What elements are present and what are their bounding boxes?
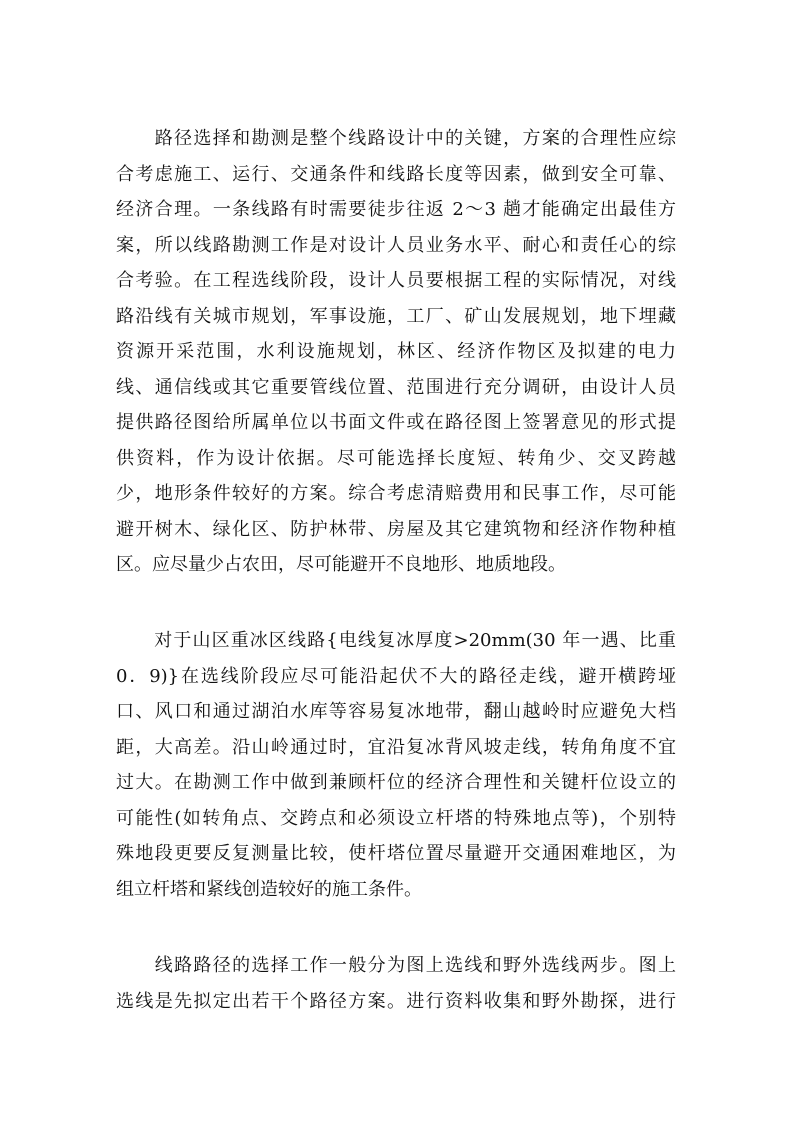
paragraph-line: 合考虑施工、运行、交通条件和线路长度等因素，做到安全可靠、	[116, 163, 676, 185]
paragraph-heavy-ice-area	[116, 623, 676, 907]
paragraph-line: 选线是先拟定出若干个路径方案。进行资料收集和野外勘探，进行	[116, 990, 676, 1012]
paragraph-line: 区。应尽量少占农田，尽可能避开不良地形、地质地段。	[116, 554, 566, 575]
paragraph-line: 合考验。在工程选线阶段，设计人员要根据工程的实际情况，对线	[116, 270, 676, 291]
paragraph-line: 对于山区重冰区线路{电线复冰厚度>20mm(30 年一遇、比重	[116, 630, 676, 651]
paragraph-route-selection	[116, 121, 676, 583]
paragraph-line: 提供路径图给所属单位以书面文件或在路径图上签署意见的形式提	[116, 412, 676, 433]
paragraph-line: 资源开采范围，水利设施规划，林区、经济作物区及拟建的电力	[116, 341, 676, 362]
paragraph-line: 过大。在勘测工作中做到兼顾杆位的经济合理性和关键杆位设立的	[116, 772, 676, 793]
paragraph-line: 供资料，作为设计依据。尽可能选择长度短、转角少、交叉跨越	[116, 447, 676, 469]
paragraph-line: 距，大高差。沿山岭通过时，宜沿复冰背风坡走线，转角角度不宜	[116, 736, 676, 758]
paragraph-line: 殊地段更要反复测量比较，使杆塔位置尽量避开交通困难地区，为	[116, 843, 676, 864]
paragraph-line: 避开树木、绿化区、防护林带、房屋及其它建筑物和经济作物种植	[116, 518, 676, 540]
paragraph-line: 经济合理。一条线路有时需要徒步往返 2～3 趟才能确定出最佳方	[116, 199, 676, 220]
paragraph-line: 路沿线有关城市规划，军事设施，工厂、矿山发展规划，地下埋藏	[116, 305, 676, 327]
paragraph-line: 0．9)}在选线阶段应尽可能沿起伏不大的路径走线，避开横跨垭	[116, 665, 676, 687]
paragraph-line: 线、通信线或其它重要管线位置、范围进行充分调研，由设计人员	[116, 376, 676, 398]
paragraph-line: 可能性(如转角点、交跨点和必须设立杆塔的特殊地点等)，个别特	[116, 807, 676, 829]
paragraph-line: 口、风口和通过湖泊水库等容易复冰地带，翻山越岭时应避免大档	[116, 701, 676, 722]
paragraph-route-selection-steps	[116, 948, 676, 1019]
paragraph-line: 组立杆塔和紧线创造较好的施工条件。	[116, 878, 422, 900]
paragraph-line: 线路路径的选择工作一般分为图上选线和野外选线两步。图上	[116, 955, 676, 976]
paragraph-line: 路径选择和勘测是整个线路设计中的关键，方案的合理性应综	[116, 128, 676, 149]
paragraph-line: 案，所以线路勘测工作是对设计人员业务水平、耐心和责任心的综	[116, 234, 676, 256]
paragraph-line: 少，地形条件较好的方案。综合考虑清赔费用和民事工作，尽可能	[116, 483, 676, 504]
